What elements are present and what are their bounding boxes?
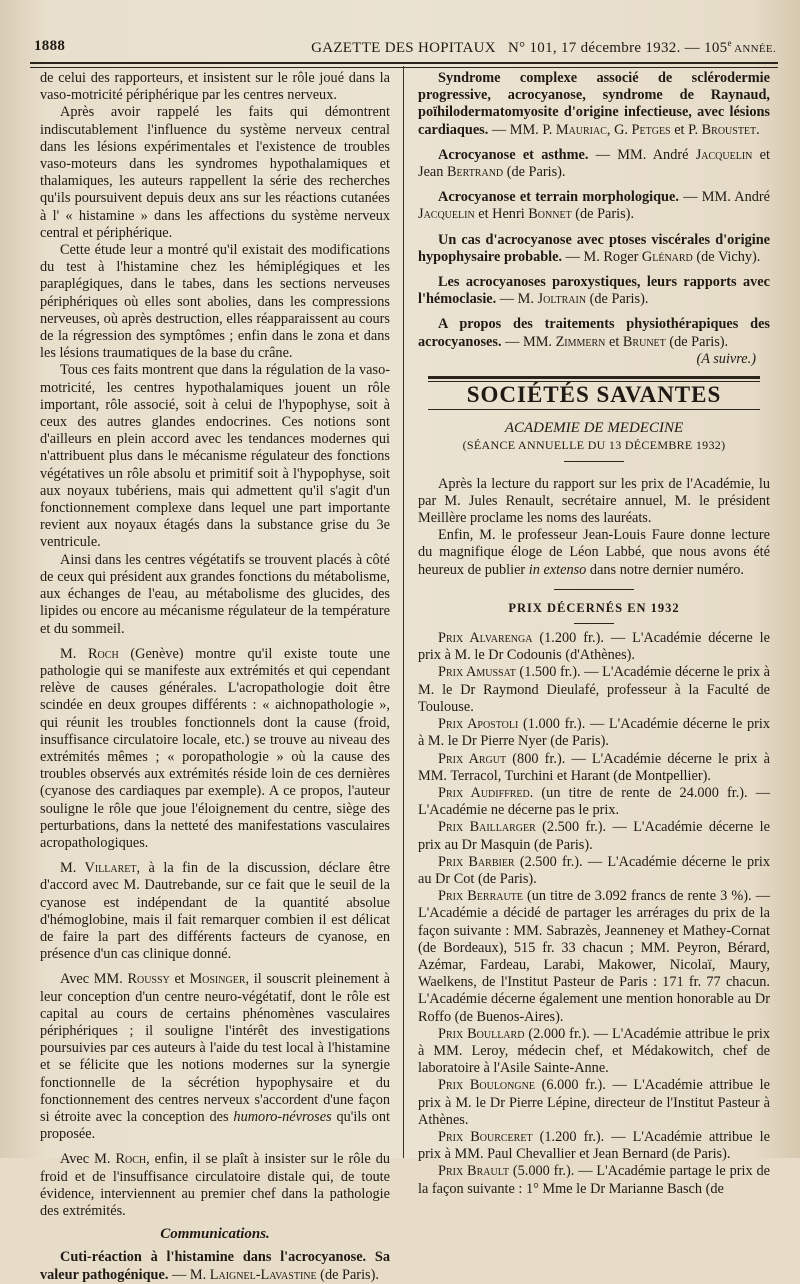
paragraph-text: (Genève) montre qu'il existe toute une pathologie qui se manifeste aux extrémités et qui cependant relève de causes générales. L'acropathologie doit être scindée en deux groupes différents : « aichnopathologie », qui réunit les troubles fonctionnels dont la cause (froid, insuffisance circulatoire locale, etc.) se trouve au niveau des extrémités mêmes ; « poropathologie » où la cause des troubles observés aux extrémités réside loin de ces dernières (cyanose des cardiaques par exemple). A ce propos, l'auteur souligne le rôle que joue l'éloignement du centre, siège des perturbations, dans la netteté des manifestations vasculaires acropathologiques.	[40, 645, 390, 851]
paragraph-text: — MM.	[501, 333, 556, 350]
prix-name: Prix Berraute	[438, 888, 523, 905]
prix-text: (1.200 fr.). — L'Académie attribue le prix à MM. Paul Chevallier et Jean Bernard (de Paris).	[418, 1128, 770, 1163]
prix-name: Prix Argut	[438, 750, 507, 767]
communication-item	[418, 316, 770, 350]
communication-item	[418, 232, 770, 266]
prix-name: Prix Bourceret	[438, 1128, 533, 1145]
prix-name: Prix Boullard	[438, 1025, 525, 1042]
paragraph-text: et	[605, 333, 623, 350]
paragraph	[40, 1151, 390, 1220]
prix-text: (1.500 fr.). — L'Académie décerne le prix à M. le Dr Raymond Dieulafé, professeur à la Faculté de Toulouse.	[418, 664, 770, 715]
prix-text: (2.000 fr.). — L'Académie attribue le prix à MM. Leroy, médecin chef, et Médakowitch, chef de laboratoire à l'Asile Sainte-Anne.	[418, 1025, 770, 1077]
prix-text: (1.200 fr.). — L'Académie décerne le prix à M. le Dr Codounis (d'Athènes).	[418, 630, 770, 664]
prix-item	[418, 785, 770, 819]
academie-heading: ACADEMIE DE MEDECINE	[504, 420, 684, 437]
prix-item	[418, 716, 770, 750]
paragraph-text: (de Paris).	[571, 206, 635, 223]
paragraph: Après la lecture du rapport sur les prix de l'Académie, lu par M. Jules Renault, secrétaire annuel, M. le président Meillère proclame les noms des lauréats.	[418, 475, 770, 527]
prix-text: (un titre de 3.092 francs de rente 3 %). — L'Académie a décidé de partager les arrérages du prix de la façon suivante : MM. Sabrazès, Jeanneney et Mathey-Cornat (de Bordeaux), 515 fr. 33 chacun ; MM. Peyron, Bérard, Azémar, Fardeau, Larabi, Makower, Nicolaï, Maury, Waelkens, de l'Institut Pasteur de Paris : 171 fr. 77 chacun. L'Académie décerne également une mention honorable au Dr Roffo (de Buenos-Aires).	[418, 888, 770, 1025]
issue-info: N° 101, 17 décembre 1932. — 105	[508, 40, 728, 56]
author-name: Glénard	[641, 248, 693, 265]
communication-item	[418, 189, 770, 223]
paragraph-text: Enfin, M. le professeur Jean-Louis Faure donne lecture du magnifique éloge de Léon Labbé, que nous avons été heureux de publier	[418, 527, 770, 578]
prix-name: Prix Alvarenga	[438, 630, 533, 647]
paragraph-text: , enfin, il se plaît à insister sur le rôle du froid et de l'insuffisance circulatoire distale qui, de toute évidence, interviennent au premier chef dans la pathologie des extrémités.	[40, 1151, 390, 1219]
short-rule	[554, 589, 634, 590]
paragraph: de celui des rapporteurs, et insistent sur le rôle joué dans la vaso-motricité périphérique par les centres nerveux.	[40, 70, 390, 104]
issue-suffix: e	[727, 38, 732, 48]
prix-text: (2.500 fr.). — L'Académie décerne le prix au Dr Masquin (de Paris).	[418, 819, 770, 853]
author-name: Brunet	[622, 333, 666, 350]
paragraph-text: , à la fin de la discussion, déclare être d'accord avec M. Dautrebande, sur ce fait que le seuil de la cyanose est indépendant de la quantité absolue d'hémoglobine, mais il fait remarquer combien il est délicat de faire la part des différents facteurs de cyanose, en présence d'un cas clinique donné.	[40, 860, 390, 963]
paragraph: Ainsi dans les centres végétatifs se trouvent placés à côté de ceux qui président aux grandes fonctions du métabolisme, aux échanges de l'eau, au métabolisme des glucides, des lipides ou encore au mécanisme régulateur de la température et du sommeil.	[40, 551, 390, 637]
prix-text: . (un titre de rente de 24.000 fr.). — L'Académie ne décerne pas le prix.	[418, 784, 770, 819]
paragraph-text: (de Paris).	[316, 1266, 379, 1283]
prix-name: Prix Barbier	[438, 853, 515, 870]
italic-term: humoro-névroses	[233, 1108, 332, 1125]
prix-item	[418, 1163, 770, 1197]
paragraph-text: et Jean	[418, 146, 770, 181]
paragraph	[40, 646, 390, 852]
seance-subheading: (SÉANCE ANNUELLE DU 13 DÉCEMBRE 1932)	[462, 438, 726, 453]
author-name: Joltrain	[537, 291, 587, 308]
prix-text: (5.000 fr.). — L'Académie partage le prix de la façon suivante : 1° Mme le Dr Marianne Basch (de	[418, 1163, 770, 1197]
prix-list	[418, 630, 770, 1198]
paragraph-text: — MM. André	[588, 146, 696, 163]
prix-item	[418, 1077, 770, 1129]
prix-heading: PRIX DÉCERNÉS EN 1932	[508, 600, 680, 615]
paragraph	[40, 971, 390, 1143]
communication-title: Acrocyanose et terrain morphologique.	[438, 189, 679, 206]
left-column	[40, 70, 391, 1283]
paragraph-text: — M.	[168, 1266, 210, 1283]
author-name: Jacquelin	[695, 146, 753, 163]
paragraph-text: Avec MM.	[60, 971, 128, 988]
communication-item	[418, 274, 770, 308]
paragraph-text: dans notre dernier numéro.	[586, 561, 744, 578]
prix-item	[418, 664, 770, 716]
paragraph-text: (de Paris).	[503, 164, 566, 181]
italic-term: in extenso	[528, 561, 587, 578]
author-name: Mosinger	[189, 971, 246, 988]
communications-heading: Communications.	[160, 1226, 270, 1243]
paragraph-text: (de Paris).	[586, 291, 649, 308]
author-name: Bonnet	[528, 206, 572, 223]
prix-item	[418, 1129, 770, 1163]
page-header	[30, 38, 778, 60]
prix-item	[418, 1026, 770, 1078]
author-name: G. Petges	[614, 121, 671, 138]
paragraph: Après avoir rappelé les faits qui démontrent indiscutablement l'influence du système nerveux central dans les lésions expérimentales et l'existence de troubles vaso-moteurs dans les syndromes hypothalamiques et thalamiques, les auteurs rappellent la série des recherches qu'ils poursuivent depuis deux ans sur les réactions cutanées à l' « histamine » dans les affections du système nerveux central et périphérique.	[40, 104, 390, 241]
column-divider	[403, 66, 404, 1158]
paragraph-text: et Henri	[474, 206, 529, 223]
paragraph-text: — M. Roger	[562, 248, 642, 265]
author-name: Laignel-Lavastine	[209, 1266, 317, 1283]
communication-title: Syndrome complexe associé de sclérodermie progressive, acrocyanose, syndrome de Raynaud, poïhilodermatomyosite d'origine infectieuse, avec lésions cardiaques.	[418, 70, 770, 138]
prix-text: (1.000 fr.). — L'Académie décerne le prix à M. le Dr Pierre Nyer (de Paris).	[418, 716, 771, 750]
paragraph-text: — MM. André	[678, 189, 770, 206]
to-be-continued: (A suivre.)	[696, 350, 756, 367]
prix-item	[418, 854, 770, 888]
prix-item	[418, 888, 770, 1026]
author-name: Mauriac	[555, 121, 607, 138]
communication-item	[40, 1249, 390, 1283]
section-rule	[428, 376, 760, 379]
author-name: Roch	[115, 1151, 147, 1168]
prix-name: Prix Boulongne	[438, 1077, 535, 1094]
paragraph-text: — MM. P.	[488, 121, 556, 138]
prix-item	[418, 751, 770, 785]
prix-name: Prix Amussat	[438, 664, 516, 681]
communication-title: A propos des traitements physiothérapiques des acrocyanoses.	[418, 316, 770, 350]
author-name: Bertrand	[446, 164, 504, 181]
author-name: Jacquelin	[418, 206, 475, 223]
prix-item	[418, 819, 770, 853]
paragraph	[40, 860, 390, 963]
author-name: Roussy	[127, 971, 170, 988]
author-name: P. Broustet	[688, 121, 757, 138]
communication-title: Cuti-réaction à l'histamine dans l'acrocyanose. Sa valeur pathogénique.	[40, 1249, 390, 1283]
author-name: M. Roch	[60, 645, 119, 662]
prix-text: (6.000 fr.). — L'Académie attribue le prix à M. le Dr Pierre Lépine, directeur de l'Institut Pasteur à Athènes.	[418, 1077, 770, 1128]
paragraph-text: Avec M.	[60, 1151, 116, 1168]
prix-name: Prix Baillarger	[438, 819, 536, 836]
paragraph-text: (de Paris).	[665, 333, 729, 350]
section-title: SOCIÉTÉS SAVANTES	[466, 382, 722, 408]
prix-name: Prix Brault	[438, 1163, 510, 1180]
communication-title: Les acrocyanoses paroxystiques, leurs rapports avec l'hémoclasie.	[418, 274, 770, 308]
paragraph-text: et	[169, 971, 190, 988]
communication-item	[418, 147, 770, 181]
paragraph-text: (de Vichy).	[692, 248, 761, 265]
author-name: Zimmern	[555, 333, 606, 350]
prix-name: Prix Apostoli	[438, 716, 519, 733]
section-rule	[428, 409, 760, 410]
author-name: M. Villaret	[60, 860, 137, 877]
prix-name: Prix Audiffred	[438, 784, 530, 801]
communication-title: Acrocyanose et asthme.	[438, 146, 589, 163]
communication-title: Un cas d'acrocyanose avec ptoses viscérales d'origine hypophysaire probable.	[418, 231, 770, 265]
paragraph-text: — M.	[496, 291, 538, 308]
annee-label: ANNÉE.	[731, 43, 776, 55]
communication-item: Syndrome complexe associé de sclérodermie progressive, acrocyanose, syndrome de Raynaud, poïhilodermatomyosite d'origine infectieuse, avec lésions cardiaques. — MM. P. Mauriac, G. Petges et P. Broustet.	[418, 70, 770, 138]
journal-name: GAZETTE DES HOPITAUX	[311, 40, 496, 56]
paragraph: Tous ces faits montrent que dans la régulation de la vaso-motricité, les centres hypothalamiques jouent un rôle important, rôle associé, soit à celui de l'hypophyse, soit à ceux des autres glandes endocrines. Ces notions sont d'ailleurs en plein accord avec les tendances modernes qui n'attribuent plus dans le mécanisme régulateur des fonctions végétatives un rôle absolu et primitif soit à l'hypophyse, soit aux noyaux tubériens, mais qui admettent qu'il s'agit d'un fonctionnement complexe dans lequel une part importante revient aux noyaux étagés dans la substance grise du 3e ventricule.	[40, 362, 390, 551]
page-number: 1888	[34, 38, 66, 54]
prix-item	[418, 630, 770, 664]
prix-text: (2.500 fr.). — L'Académie décerne le prix au Dr Cot (de Paris).	[418, 853, 770, 887]
paragraph-text: qu'ils ont proposée.	[40, 1108, 390, 1143]
header-rule	[30, 62, 778, 68]
short-rule	[564, 461, 624, 462]
paragraph-text: , il souscrit pleinement à leur conception d'un centre neuro-végétatif, dont le rôle est capital au cours de certains phénomènes vasculaires périphériques ; il souligne l'intérêt des investigations poursuivies par ces auteurs à l'aide du test local à l'histamine et se félicite que les notions modernes sur la synergie fonctionnelle de la sécrétion hypophysaire et du fonctionnement des centres nerveux s'accordent d'une façon si étroite avec la conception des	[40, 971, 391, 1125]
right-column	[418, 70, 771, 1197]
paragraph: Cette étude leur a montré qu'il existait des modifications du test à l'histamine chez les hémiplégiques et les paraplégiques, dans le tabes, dans les sections nerveuses périphériques où elles sont abolies, dans les compressions nerveuses, où après destruction, elles réapparaissent au cours de la régression des symptômes ; enfin dans le zona et dans les lésions traumatiques de la base du crâne.	[40, 242, 390, 362]
prix-text: (800 fr.). — L'Académie décerne le prix à MM. Terracol, Turchini et Harant (de Montpellier).	[418, 750, 770, 784]
paragraph	[418, 527, 770, 579]
short-rule	[574, 623, 614, 624]
journal-title	[311, 38, 776, 57]
